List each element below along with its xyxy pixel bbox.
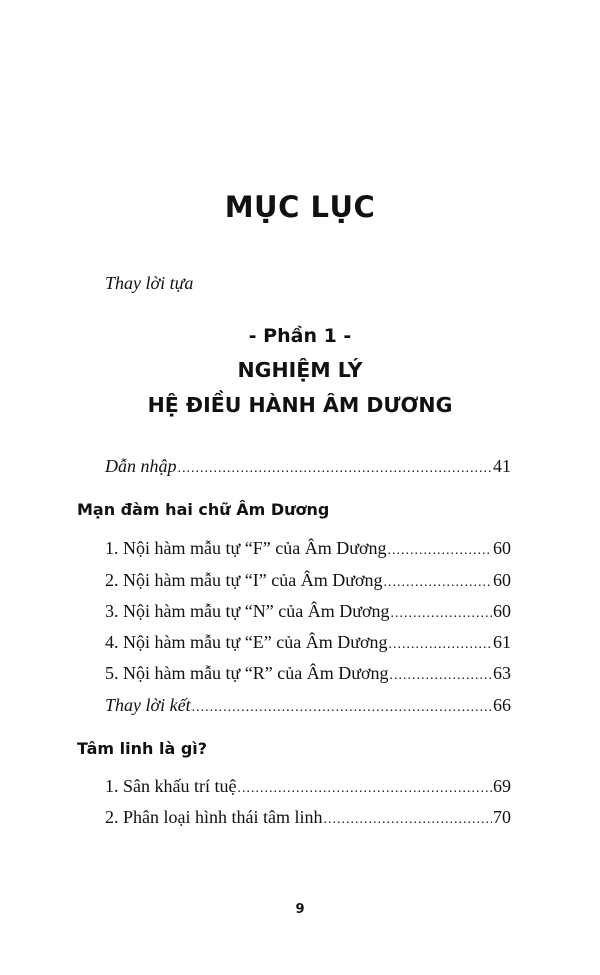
toc-entry-foreword: Thay lời tựa	[105, 273, 194, 293]
toc-entry-introduction	[105, 455, 511, 480]
page-number: 9	[295, 902, 305, 917]
toc-entry-label: 2. Phân loại hình thái tâm linh	[105, 807, 323, 827]
toc-entry-label: 3. Nội hàm mẫu tự “N” của Âm Dương	[105, 601, 390, 621]
part-title-line-2: HỆ ĐIỀU HÀNH ÂM DƯƠNG	[147, 393, 453, 417]
toc-entry-label: 2. Nội hàm mẫu tự “I” của Âm Dương	[105, 570, 383, 590]
toc-entry	[105, 537, 511, 562]
toc-leader-dots	[383, 572, 492, 594]
section-heading: Tâm linh là gì?	[77, 739, 208, 758]
toc-leader-dots	[389, 665, 492, 687]
toc-leader-dots	[387, 540, 492, 562]
toc-entry-label: 1. Sân khấu trí tuệ	[105, 776, 237, 796]
toc-leader-dots	[388, 634, 492, 656]
toc-entry	[105, 806, 511, 831]
toc-entry-label: 1. Nội hàm mẫu tự “F” của Âm Dương	[105, 538, 387, 558]
toc-entry-label: Thay lời kết	[105, 695, 191, 715]
toc-entry-label: 5. Nội hàm mẫu tự “R” của Âm Dương	[105, 663, 389, 683]
toc-leader-dots	[237, 778, 492, 800]
toc-entry-label: 4. Nội hàm mẫu tự “E” của Âm Dương	[105, 632, 388, 652]
part-title-line-1: NGHIỆM LÝ	[237, 358, 363, 382]
page-title: MỤC LỤC	[224, 190, 376, 224]
toc-leader-dots	[178, 458, 493, 480]
section-heading: Mạn đàm hai chữ Âm Dương	[77, 500, 330, 519]
toc-leader-dots	[323, 809, 492, 831]
toc-entry	[105, 775, 511, 800]
toc-entry-page: 69	[493, 776, 511, 796]
toc-leader-dots	[390, 603, 492, 625]
toc-entry-page: 60	[493, 538, 511, 558]
toc-entry-conclusion	[105, 694, 511, 719]
toc-entry	[105, 569, 511, 594]
toc-entry-page: 60	[493, 570, 511, 590]
toc-entry-page: 66	[493, 695, 511, 715]
toc-entry-page: 70	[493, 807, 511, 827]
toc-entry	[105, 631, 511, 656]
toc-entry-page: 61	[493, 632, 511, 652]
toc-entry-label: Dẫn nhập	[105, 456, 177, 476]
toc-entry-page: 60	[493, 601, 511, 621]
toc-entry	[105, 662, 511, 687]
toc-entry	[105, 600, 511, 625]
toc-leader-dots	[192, 697, 492, 719]
part-label: - Phần 1 -	[248, 325, 352, 347]
toc-entry-page: 41	[493, 456, 511, 476]
toc-entry-page: 63	[493, 663, 511, 683]
